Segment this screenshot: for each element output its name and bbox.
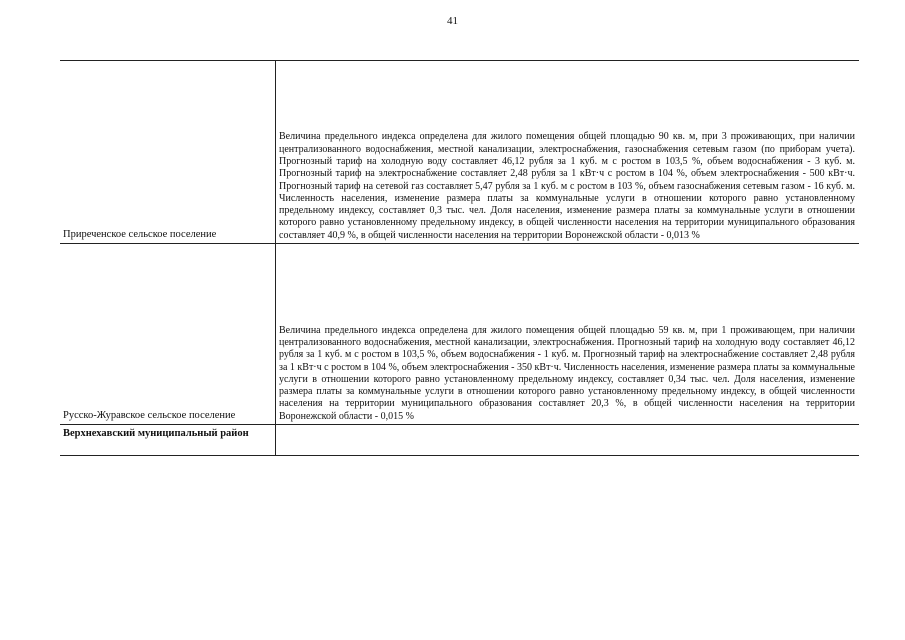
table-row <box>60 61 859 244</box>
district-name: Верхнехавский муниципальный район <box>63 428 249 439</box>
table-row <box>60 425 859 456</box>
table-row <box>60 244 859 425</box>
settlement-name: Русско-Журавское сельское поселение <box>63 410 236 421</box>
settlement-description: Величина предельного индекса определена для жилого помещения общей площадью 90 кв. м, при 3 проживающих, при наличии централизованного водоснабжения, местной канализации, электроснабжения, газоснабжения сетевым газом (по приборам учета). Прогнозный тариф на холодную воду составляет 46,12 рубля за 1 куб. м с ростом в 103,5 %, объем водоснабжения - 3 куб. м. Прогнозный тариф на электроснабжение составляет 2,48 рубля за 1 кВт·ч с ростом в 104 %, объем электроснабжения - 500 кВт·ч. Прогнозный тариф на сетевой газ составляет 5,47 рубля за 1 куб. м с ростом в 103 %, объем газоснабжения сетевым газом - 16 куб. м. Численность населения, изменение размера платы за коммунальные услуги в отношении которого равно установленному предельному индексу, составляет 0,3 тыс. чел. Доля населения, изменение размера платы за коммунальные услуги в отношении которого равно установленному предельному индексу, в общей численности населения на территории муниципального образования составляет 40,9 %, в общей численности населения на территории Воронежской области - 0,013 % <box>279 131 855 241</box>
tariff-index-table <box>60 60 859 456</box>
page-number: 41 <box>447 15 458 27</box>
settlement-cell <box>60 244 276 425</box>
district-cell <box>60 425 276 456</box>
settlement-name: Приреченское сельское поселение <box>63 229 217 240</box>
description-cell <box>276 244 860 425</box>
district-description <box>276 425 859 426</box>
description-cell <box>276 61 860 244</box>
settlement-cell <box>60 61 276 244</box>
settlement-description: Величина предельного индекса определена для жилого помещения общей площадью 59 кв. м, при 1 проживающем, при наличии централизованного водоснабжения, местной канализации, электроснабжения. Прогнозный тариф на холодную воду составляет 46,12 рубля за 1 куб. м с ростом в 103,5 %, объем водоснабжения - 1 куб. м. Прогнозный тариф на электроснабжение составляет 2,48 рубля за 1 кВт·ч с ростом в 104 %, объем электроснабжения - 350 кВт·ч. Численность населения, изменение размера платы за коммунальные услуги в отношении которого равно установленному предельному индексу, составляет 0,34 тыс. чел. Доля населения, изменение размера платы за коммунальные услуги в отношении которого равно установленному предельному индексу, в общей численности населения на территории муниципального образования составляет 20,3 %, в общей численности населения на территории Воронежской области - 0,015 % <box>279 324 855 422</box>
description-cell <box>276 425 860 456</box>
